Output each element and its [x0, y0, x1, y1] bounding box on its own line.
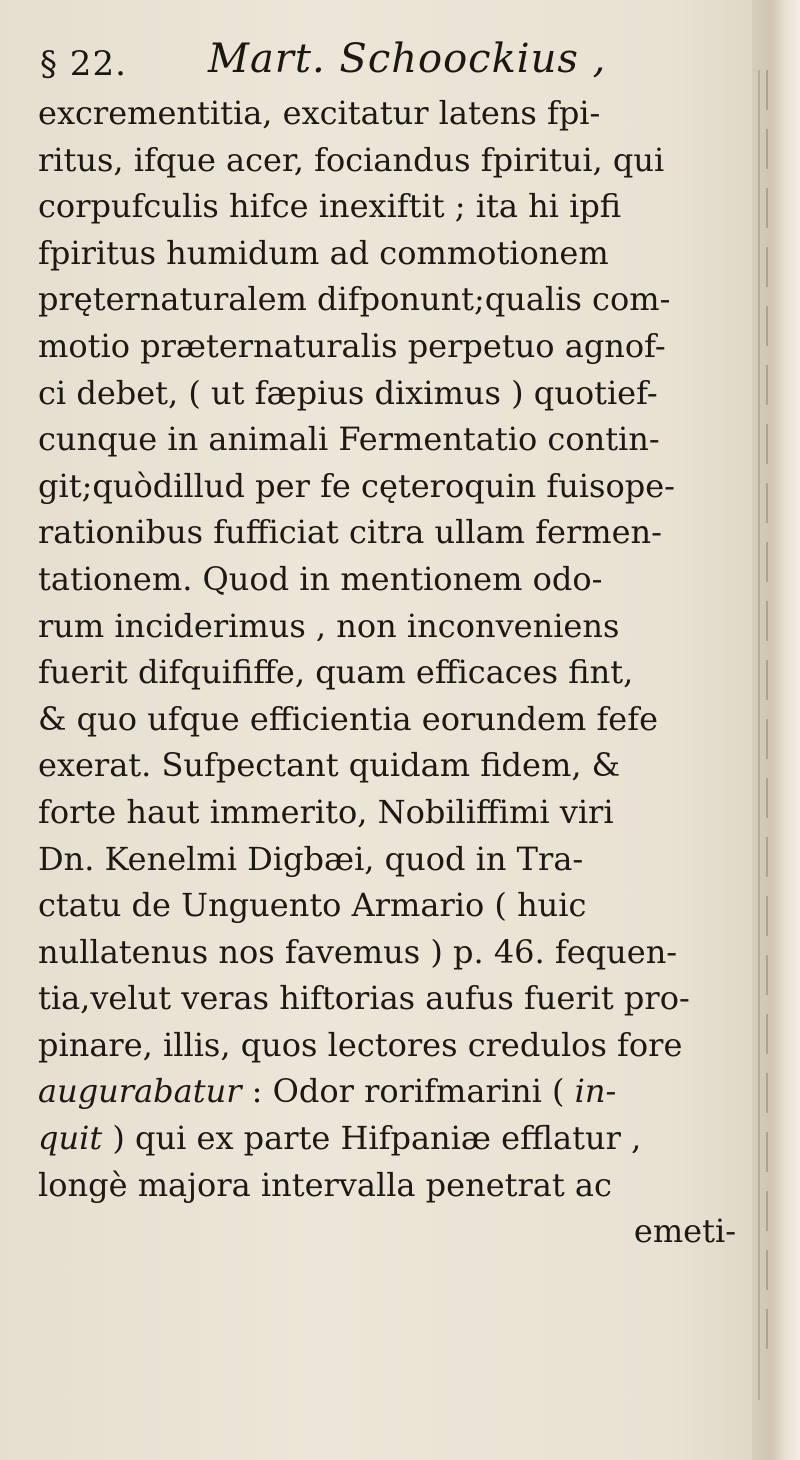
- running-head: [40, 30, 740, 90]
- facing-page-fragment: [766, 1073, 796, 1113]
- text-line: cunque in animali Fermentatio contin-: [38, 420, 660, 459]
- facing-page-fragment: [766, 1014, 796, 1054]
- facing-page-fragment: [766, 542, 796, 582]
- italic-word: quit: [38, 1119, 103, 1158]
- italic-word: in-: [574, 1072, 617, 1111]
- facing-page-fragment: [766, 1191, 796, 1231]
- facing-page-fragment: [766, 719, 796, 759]
- text-line: nullatenus nos favemus ) p. 46. fequen-: [38, 932, 678, 971]
- text-line: rum inciderimus , non inconveniens: [38, 606, 620, 645]
- text-line: pinare, illis, quos lectores credulos fore: [38, 1025, 683, 1064]
- text-line: excrementitia, excitatur latens fpi-: [38, 94, 601, 132]
- facing-page-fragment: [766, 1250, 796, 1290]
- facing-page-fragment: [766, 188, 796, 228]
- facing-page-fragment: [766, 306, 796, 346]
- text-span: ) qui ex parte Hifpaniæ efflatur ,: [102, 1119, 642, 1158]
- facing-page-fragment: [766, 837, 796, 877]
- facing-page-fragment: [766, 1309, 796, 1349]
- facing-page-fragment: [766, 365, 796, 405]
- text-line: rationibus fufficiat citra ullam fermen-: [38, 513, 662, 552]
- facing-page-fragment: [766, 70, 796, 110]
- facing-page-fragment: [766, 424, 796, 464]
- text-line: ci debet, ( ut fæpius diximus ) quotief-: [38, 373, 658, 412]
- text-line: fuerit difquififfe, quam efficaces fint,: [38, 653, 634, 692]
- facing-page-fragment: [766, 483, 796, 523]
- text-line: [38, 1115, 758, 1162]
- text-line: ctatu de Unguento Armario ( huic: [38, 886, 587, 925]
- facing-page-fragment: [766, 247, 796, 287]
- facing-page-fragment: [766, 660, 796, 700]
- body-text: [38, 90, 758, 1255]
- text-line: pręternaturalem difponunt;qualis com-: [38, 280, 671, 319]
- facing-page-fragment: [766, 896, 796, 936]
- text-line: fpiritus humidum ad commotionem: [38, 233, 609, 272]
- text-line: Dn. Kenelmi Digbæi, quod in Tra-: [38, 839, 584, 878]
- text-line: & quo ufque efficientia eorundem fefe: [38, 699, 659, 738]
- running-title: Mart. Schoockius ,: [208, 36, 607, 82]
- text-line: forte haut immerito, Nobiliffimi viri: [38, 792, 614, 831]
- text-line: tia,velut veras hiftorias aufus fuerit pro-: [38, 979, 690, 1018]
- catchword: emeti-: [633, 1212, 736, 1251]
- text-line: git;quòdillud per fe cęteroquin fuisope-: [38, 466, 675, 505]
- facing-page-fragment: [766, 601, 796, 641]
- text-line: tationem. Quod in mentionem odo-: [38, 559, 603, 598]
- text-span: : Odor rorifmarini (: [241, 1072, 575, 1111]
- text-line: exerat. Sufpectant quidam fidem, &: [38, 746, 621, 785]
- facing-page-fragment: [766, 778, 796, 818]
- text-line: corpufculis hifce inexiftit ; ita hi ipfi: [38, 187, 622, 226]
- facing-page-text-fragments: [766, 70, 796, 1400]
- text-line: ritus, ifque acer, fociandus fpiritui, qui: [38, 140, 665, 179]
- text-line: longè majora intervalla penetrat ac: [38, 1165, 612, 1204]
- facing-page-fragment: [766, 129, 796, 169]
- gutter-line: [758, 70, 760, 1400]
- facing-page-fragment: [766, 1132, 796, 1172]
- facing-page-fragment: [766, 955, 796, 995]
- text-line: motio præternaturalis perpetuo agnof-: [38, 326, 666, 365]
- page-number: § 22.: [40, 44, 127, 84]
- italic-word: augurabatur: [38, 1072, 242, 1111]
- text-line: [38, 1068, 758, 1115]
